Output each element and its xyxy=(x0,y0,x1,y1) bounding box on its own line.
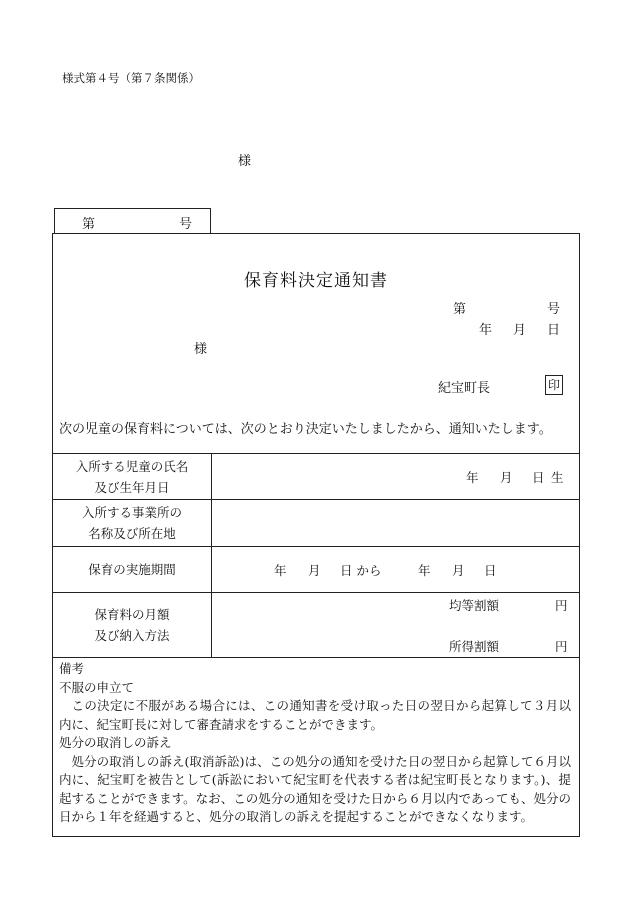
appeal-text: この決定に不服がある場合には、この通知書を受け取った日の翌日から起算して３月以内に、紀宝町長に対して審査請求をすることができます。 xyxy=(59,698,571,732)
fee-label-line1: 保育料の月額 xyxy=(94,607,170,622)
facility-label-line1: 入所する事業所の xyxy=(81,505,182,520)
issuer-mayor: 紀宝町長 xyxy=(438,381,491,396)
notes-section xyxy=(59,660,571,827)
period-end-month: 月 xyxy=(452,563,465,578)
child-label-line1: 入所する児童の氏名 xyxy=(75,458,189,474)
fee-label-cell xyxy=(53,593,212,658)
notice-title: 保育料決定通知書 xyxy=(244,271,388,291)
birth-sei: 生 xyxy=(551,470,564,485)
facility-value-cell xyxy=(212,500,580,547)
lawsuit-heading: 処分の取消しの訴え xyxy=(59,735,172,750)
lawsuit-text: 処分の取消しの訴え(取消訴訟)は、この処分の通知を受けた日の翌日から起算して６月以内に、紀宝町を被告として(訴訟において紀宝町を代表する者は紀宝町長となります。)、提起することができます。なお、この処分の通知を受けた日から６月以内であっても、処分の日から１年を経過すると、処分の取消しの訴えを提起することができなくなります。 xyxy=(59,753,571,824)
fee-label-line2: 及び納入方法 xyxy=(94,628,170,643)
period-start-day: 日 から xyxy=(340,563,382,578)
period-label-cell xyxy=(53,547,212,593)
period-start-month: 月 xyxy=(308,563,321,578)
period-start-year: 年 xyxy=(274,563,287,578)
header-go: 号 xyxy=(547,302,561,317)
fee-equal-label: 均等割額 xyxy=(449,598,500,613)
notes-heading: 備考 xyxy=(59,661,85,676)
issue-date-day: 日 xyxy=(547,323,561,338)
intro-text: 次の児童の保育料については、次のとおり決定いたしましたから、通知いたします。 xyxy=(59,422,552,437)
period-end-year: 年 xyxy=(418,563,431,578)
child-label-cell xyxy=(53,454,212,500)
facility-label-line2: 名称及び所在地 xyxy=(88,526,176,541)
period-value-cell xyxy=(212,547,580,593)
seal-mark: 印 xyxy=(545,375,563,395)
notice-frame xyxy=(52,233,580,837)
fee-value-cell xyxy=(212,593,580,658)
document-number-box xyxy=(54,208,211,233)
birth-day: 日 xyxy=(532,470,545,485)
birth-year: 年 xyxy=(466,470,479,485)
appeal-heading: 不服の申立て xyxy=(59,679,135,695)
issue-date-month: 月 xyxy=(513,323,527,338)
period-end-day: 日 xyxy=(484,563,497,578)
facility-label-cell xyxy=(53,500,212,547)
header-dai: 第 xyxy=(453,302,467,317)
addressee-sama: 様 xyxy=(194,342,208,357)
issue-date-year: 年 xyxy=(479,323,493,338)
top-addressee-sama: 様 xyxy=(238,154,252,169)
fee-income-yen: 円 xyxy=(555,639,568,654)
birth-month: 月 xyxy=(500,470,513,485)
child-value-cell xyxy=(212,454,580,500)
number-box-dai: 第 xyxy=(82,217,96,232)
form-number-label: 様式第４号（第７条関係） xyxy=(62,71,200,85)
number-box-go: 号 xyxy=(179,217,193,232)
period-label: 保育の実施期間 xyxy=(88,562,176,577)
fee-income-label: 所得割額 xyxy=(449,639,500,654)
child-label-line2: 及び生年月日 xyxy=(94,479,170,495)
details-table xyxy=(52,453,580,658)
fee-equal-yen: 円 xyxy=(555,598,568,613)
